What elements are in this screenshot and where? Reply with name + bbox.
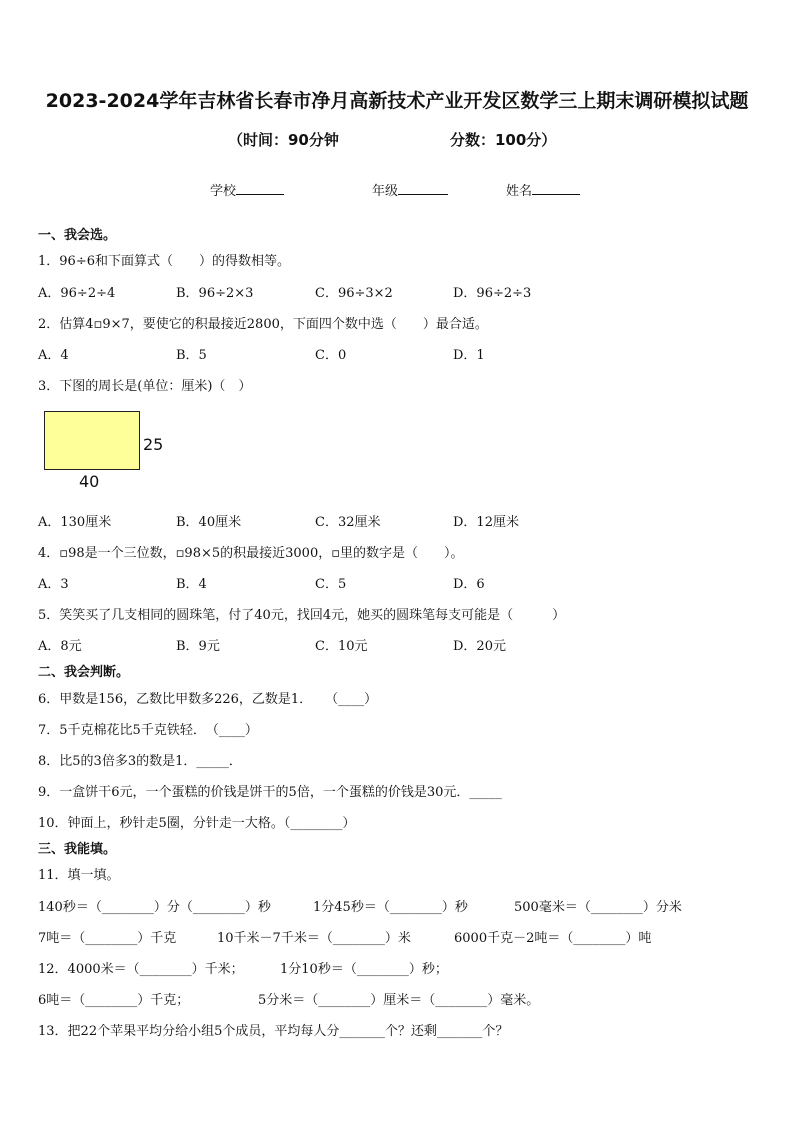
question-4: 4．▫98是一个三位数，▫98×5的积最接近3000，▫里的数字是（ ）。	[38, 546, 464, 561]
q5-option-b[interactable]: B．9元	[176, 639, 220, 654]
rect-height-label: 25	[143, 435, 164, 454]
q1-option-d[interactable]: D．96÷2÷3	[453, 286, 532, 301]
question-8: 8．比5的3倍多3的数是1．_____．	[38, 754, 242, 769]
school-label: 学校	[210, 184, 237, 199]
q12-blank-2[interactable]: 1分10秒＝（________）秒；	[280, 962, 448, 977]
name-blank[interactable]	[532, 180, 580, 195]
question-3: 3．下图的周长是(单位：厘米)（ ）	[38, 379, 252, 394]
q12-blank-3[interactable]: 6吨＝（________）千克；	[38, 993, 190, 1008]
question-7: 7．5千克棉花比5千克铁轻． （____）	[38, 723, 258, 738]
q4-option-a[interactable]: A．3	[38, 577, 69, 592]
rect-width-label: 40	[79, 472, 100, 491]
q4-option-c[interactable]: C．5	[315, 577, 347, 592]
q12-blank-1[interactable]: 12．4000米＝（________）千米；	[38, 962, 244, 977]
q12-blank-4[interactable]: 5分米＝（________）厘米＝（________）毫米。	[258, 993, 540, 1008]
q11-blank-3[interactable]: 500毫米＝（________）分米	[514, 900, 682, 915]
question-11: 11．填一填。	[38, 868, 120, 883]
exam-time: （时间：90分钟	[228, 131, 339, 149]
question-5: 5．笑笑买了几支相同的圆珠笔，付了40元，找回4元，她买的圆珠笔每支可能是（ ）	[38, 608, 566, 623]
question-2: 2．估算4▫9×7，要使它的积最接近2800，下面四个数中选（ ）最合适。	[38, 317, 488, 332]
question-10: 10．钟面上，秒针走5圈，分针走一大格。（________）	[38, 816, 356, 831]
q2-option-d[interactable]: D．1	[453, 348, 485, 363]
grade-blank[interactable]	[398, 180, 448, 195]
q3-option-c[interactable]: C．32厘米	[315, 515, 381, 530]
q2-option-c[interactable]: C．0	[315, 348, 347, 363]
school-field	[210, 180, 284, 199]
q2-option-b[interactable]: B．5	[176, 348, 207, 363]
question-13: 13．把22个苹果平均分给小组5个成员，平均每人分_______个？还剩_______个？	[38, 1024, 509, 1039]
q5-option-a[interactable]: A．8元	[38, 639, 82, 654]
name-field	[506, 180, 580, 199]
q4-option-d[interactable]: D．6	[453, 577, 485, 592]
section-1-title: 一、我会选。	[38, 228, 117, 243]
q1-option-c[interactable]: C．96÷3×2	[315, 286, 393, 301]
q1-option-a[interactable]: A．96÷2÷4	[38, 286, 116, 301]
name-label: 姓名	[506, 184, 533, 199]
question-9: 9．一盒饼干6元，一个蛋糕的价钱是饼干的5倍，一个蛋糕的价钱是30元．_____	[38, 785, 502, 800]
q11-blank-4[interactable]: 7吨＝（________）千克	[38, 931, 177, 946]
q3-option-b[interactable]: B．40厘米	[176, 515, 242, 530]
exam-score: 分数：100分）	[450, 131, 557, 149]
q4-option-b[interactable]: B．4	[176, 577, 207, 592]
grade-field	[372, 180, 448, 199]
school-blank[interactable]	[236, 180, 284, 195]
section-3-title: 三、我能填。	[38, 842, 117, 857]
section-2-title: 二、我会判断。	[38, 665, 130, 680]
q3-option-a[interactable]: A．130厘米	[38, 515, 112, 530]
q11-blank-2[interactable]: 1分45秒＝（________）秒	[313, 900, 468, 915]
q11-blank-1[interactable]: 140秒＝（________）分（________）秒	[38, 900, 271, 915]
exam-title: 2023-2024学年吉林省长春市净月高新技术产业开发区数学三上期末调研模拟试题	[45, 90, 749, 112]
q1-option-b[interactable]: B．96÷2×3	[176, 286, 254, 301]
rectangle-figure	[44, 411, 140, 470]
q5-option-d[interactable]: D．20元	[453, 639, 506, 654]
question-1: 1．96÷6和下面算式（ ）的得数相等。	[38, 254, 290, 269]
q11-blank-6[interactable]: 6000千克－2吨＝（________）吨	[454, 931, 652, 946]
question-6: 6．甲数是156，乙数比甲数多226，乙数是1． （____）	[38, 692, 378, 707]
q5-option-c[interactable]: C．10元	[315, 639, 368, 654]
q2-option-a[interactable]: A．4	[38, 348, 69, 363]
grade-label: 年级	[372, 184, 399, 199]
q11-blank-5[interactable]: 10千米－7千米＝（________）米	[217, 931, 411, 946]
q3-option-d[interactable]: D．12厘米	[453, 515, 519, 530]
